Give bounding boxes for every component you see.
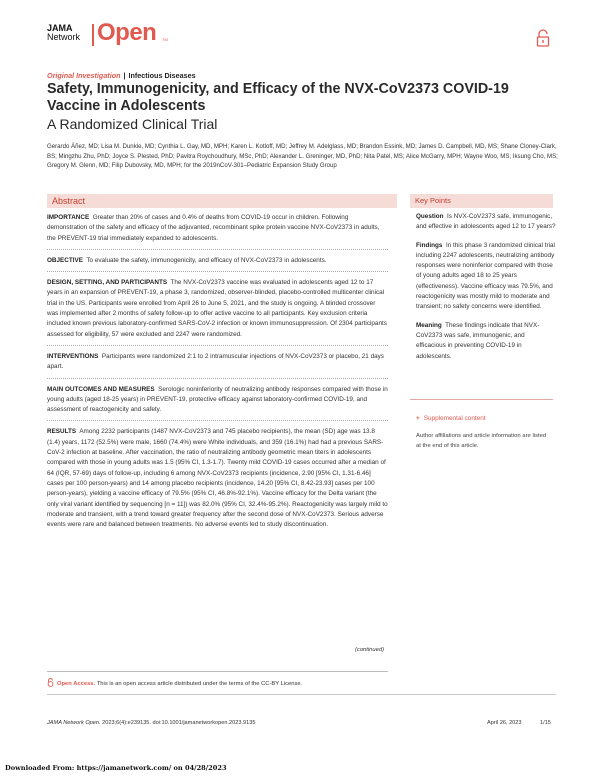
key-point-findings xyxy=(416,241,556,313)
abstract-objective xyxy=(47,256,388,266)
interventions-heading: INTERVENTIONS xyxy=(47,352,99,360)
question-heading: Question xyxy=(416,213,444,220)
footer-journal: JAMA Network Open. xyxy=(47,720,101,726)
footer-page-number: 1/15 xyxy=(540,720,551,726)
abstract-header: Abstract xyxy=(47,194,397,208)
open-access-icon xyxy=(47,678,54,687)
abstract-bottom-rule xyxy=(47,671,388,672)
abstract-divider xyxy=(47,345,388,346)
design-text: The NVX-CoV2373 vaccine was evaluated in adolescents aged 12 to 17 years in an expansion of PREVENT-19, a phase 3, randomized, observer-blinded, placebo-controlled multicenter clinical trial in the US. Participants were enrolled from April 26 to June 5, 2021, and the study is ongoing. A blinded crossover was implemented after 2 months of safety follow-up to offer active vaccine to all participants. Key exclusion criteria included known previous laboratory-confirmed SARS-CoV-2 infection or known immunosuppression. Of 2304 participants assessed for eligibility, 57 were excluded and 2247 were randomized. xyxy=(47,279,387,338)
abstract-importance xyxy=(47,213,388,244)
abstract-body xyxy=(47,213,388,535)
logo-jama-text: JAMA xyxy=(47,23,73,33)
footer-doi[interactable]: 2023;6(4):e239135. doi:10.1001/jamanetworkopen.2023.9135 xyxy=(102,720,256,726)
abstract-outcomes xyxy=(47,385,388,416)
logo-trademark: TM xyxy=(162,37,168,42)
open-lock-icon xyxy=(536,29,550,47)
logo-divider xyxy=(92,24,94,46)
affiliations-note: Author affiliations and article information are listed at the end of this article. xyxy=(416,433,547,449)
logo-network-text: Network xyxy=(47,32,81,42)
article-category[interactable]: Infectious Diseases xyxy=(128,71,196,80)
outcomes-text: Serologic noninferiority of neutralizing antibody responses compared with those in young adults (aged 18-25 years) in PREVENT-19, protective efficacy against laboratory-confirmed COVID-19, and assessment of reactogenicity and safety. xyxy=(47,385,388,414)
meaning-text: These findings indicate that NVX-CoV2373 was safe, immunogenic, and efficacious in preventing COVID-19 in adolescents. xyxy=(416,321,540,360)
key-points-header: Key Points xyxy=(410,194,553,208)
key-points-body xyxy=(416,212,556,370)
results-heading: RESULTS xyxy=(47,428,77,436)
abstract-divider xyxy=(47,249,388,250)
abstract-divider xyxy=(47,378,388,379)
key-points-bottom-rule xyxy=(410,399,553,400)
abstract-divider xyxy=(47,420,388,421)
article-subtitle: A Randomized Clinical Trial xyxy=(47,116,218,132)
section-separator: | xyxy=(123,71,126,80)
article-title: Safety, Immunogenicity, and Efficacy of the NVX-CoV2373 COVID-19 Vaccine in Adolescents xyxy=(47,81,509,114)
key-point-meaning xyxy=(416,321,556,362)
plus-icon: + xyxy=(416,415,420,422)
key-point-question xyxy=(416,212,556,233)
abstract-design xyxy=(47,278,388,340)
importance-heading: IMPORTANCE xyxy=(47,214,90,221)
interventions-text: Participants were randomized 2:1 to 2 intramuscular injections of NVX-CoV2373 or placebo, 21 days apart. xyxy=(47,352,384,371)
abstract-divider xyxy=(47,271,388,272)
article-type[interactable]: Original Investigation xyxy=(47,71,121,80)
outcomes-heading: MAIN OUTCOMES AND MEASURES xyxy=(47,385,155,393)
findings-heading: Findings xyxy=(416,241,443,249)
open-access-text: This is an open access article distributed under the terms of the CC-BY License. xyxy=(96,681,303,687)
objective-heading: OBJECTIVE xyxy=(47,256,83,264)
continued-marker: (continued) xyxy=(355,647,385,653)
supplemental-content-link[interactable] xyxy=(416,415,486,422)
abstract-interventions xyxy=(47,352,388,373)
article-section xyxy=(47,71,196,80)
logo-open-text: Open xyxy=(97,19,157,46)
open-access-note xyxy=(47,678,302,687)
footer-date: April 26, 2023 xyxy=(487,720,522,726)
question-text: Is NVX-CoV2373 safe, immunogenic, and effective in adolescents aged 12 to 17 years? xyxy=(416,213,556,231)
open-access-label[interactable]: Open Access. xyxy=(57,681,96,687)
objective-text: To evaluate the safety, immunogenicity, and efficacy of NVX-CoV2373 in adolescents. xyxy=(86,256,327,264)
results-text: Among 2232 participants (1487 NVX-CoV2373 and 745 placebo recipients), the mean (SD) age was 13.8 (1.4) years, 1172 (52.5%) were male, 1660 (74.4%) were White individuals, and 359 (16.1%) had had a previous SARS-CoV-2 infection at baseline. After vaccination, the ratio of neutralizing antibody geometric mean titers in adolescents compared with those in young adults was 1.5 (95% CI, 1.3-1.7). Twenty mild COVID-19 cases occurred after a median of 64 (IQR, 57-69) days of follow-up, including 6 among NVX-CoV2373 recipients (incidence, 2.90 [95% CI, 1.31-6.46] cases per 100 person-years) and 14 among placebo recipients (incidence, 14.20 [95% CI, 8.42-23.93] cases per 100 person-years), yielding a vaccine efficacy of 79.5% (95% CI, 46.8%-92.1%). Vaccine efficacy for the Delta variant (the only viral variant identified by sequencing [n = 11]) was 82.0% (95% CI, 32.4%-95.2%). Reactogenicity was largely mild to moderate and transient, with a trend toward greater frequency after the second dose of NVX-CoV2373. Serious adverse events were rare and balanced between treatments. No adverse events led to study discontinuation. xyxy=(47,428,388,529)
supplemental-label: Supplemental content xyxy=(423,415,486,422)
download-stamp: Downloaded From: https://jamanetwork.com/ on 04/28/2023 xyxy=(5,764,227,772)
importance-text: Greater than 20% of cases and 0.4% of deaths from COVID-19 occur in children. Following demonstration of the safety and efficacy of the adjuvanted, recombinant spike protein vaccine NVX-CoV2373 in adults, the PREVENT-19 trial immediately expanded to adolescents. xyxy=(47,214,380,242)
author-list: Gerardo Áñez, MD; Lisa M. Dunkle, MD; Cynthia L. Gay, MD, MPH; Karen L. Kotloff, MD; Jeffrey M. Adelglass, MD; Brandon Essink, MD; James D. Campbell, MD, MS; Shane Cloney-Clark, BS; Mingzhu Zhu, PhD; Joyce S. Plested, PhD; Pavitra Roychoudhury, MSc, PhD; Alexander L. Greninger, MD, PhD; Nita Patel, MS; Alice McGarry, MPH; Wayne Woo, MS; Iksung Cho, MS; Gregory M. Glenn, MD; Filip Dubovsky, MD, MPH; for the 2019nCoV-301–Pediatric Expansion Study Group xyxy=(47,143,558,170)
design-heading: DESIGN, SETTING, AND PARTICIPANTS xyxy=(47,279,168,287)
footer-citation xyxy=(47,720,255,726)
meaning-heading: Meaning xyxy=(416,321,442,329)
footer-rule xyxy=(47,694,556,695)
findings-text: In this phase 3 randomized clinical trial including 2247 adolescents, neutralizing antibody responses were noninferior compared with those of young adults aged 18 to 25 years (effectiveness). Vaccine efficacy was 79.5%, and reactogenicity was mostly mild to moderate and transient; no safety concerns were identified. xyxy=(416,241,555,311)
jama-network-open-logo[interactable] xyxy=(47,19,168,46)
abstract-results xyxy=(47,427,388,530)
